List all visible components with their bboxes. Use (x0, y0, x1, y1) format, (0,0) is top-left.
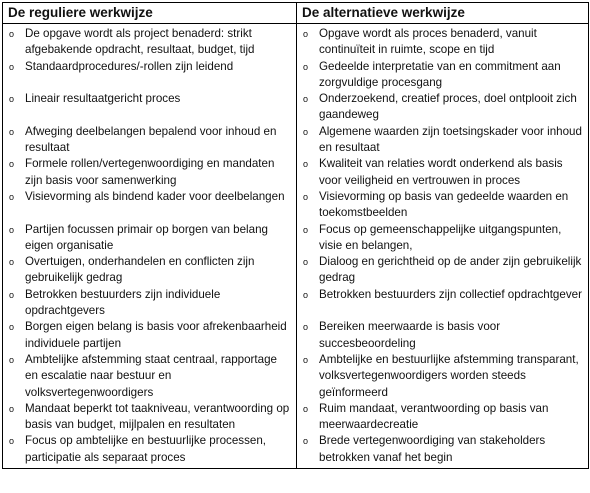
list-item (3, 91, 292, 124)
bullet-icon: o (9, 126, 15, 137)
list-item (297, 401, 584, 434)
list-item (3, 156, 292, 189)
alternative-item-text: Bereiken meerwaarde is basis voor succesbeoordeling (319, 320, 501, 350)
bullet-icon: o (303, 61, 309, 72)
list-item (297, 352, 584, 401)
regular-item-text: Visievorming als bindend kader voor deelbelangen (25, 189, 285, 203)
list-item (3, 254, 292, 287)
bullet-icon: o (303, 322, 309, 333)
bullet-icon: o (9, 289, 15, 300)
alternative-item-text: Dialoog en gerichtheid op de ander zijn gebruikelijk gedrag (319, 255, 582, 285)
bullet-icon: o (9, 94, 15, 105)
list-item (3, 352, 292, 401)
regular-item-text: Ambtelijke afstemming staat centraal, rapportage en escalatie naar bestuur en volksvertegenwoordigers (25, 352, 277, 399)
header-regular: De reguliere werkwijze (3, 3, 297, 24)
alternative-item-text: Brede vertegenwoordiging van stakeholders betrokken vanaf het begin (319, 434, 546, 464)
list-item (297, 59, 584, 92)
bullet-icon: o (303, 403, 309, 414)
regular-item-text: Borgen eigen belang is basis voor afrekenbaarheid individuele partijen (25, 320, 287, 350)
alternative-item-text: Ruim mandaat, verantwoording op basis van meerwaardecreatie (319, 401, 549, 432)
regular-item-text: De opgave wordt als project benaderd: strikt afgebakende opdracht, resultaat, budget, tijd (25, 27, 255, 57)
bullet-icon: o (303, 29, 309, 39)
alternative-list (297, 24, 588, 468)
bullet-icon: o (9, 29, 15, 39)
bullet-icon: o (303, 224, 309, 235)
list-item (297, 124, 584, 157)
alternative-item-text: Gedeelde interpretatie van en commitment aan zorgvuldige procesgang (319, 59, 561, 89)
list-item (297, 26, 584, 59)
regular-item-text: Betrokken bestuurders zijn individuele opdrachtgevers (25, 287, 221, 318)
list-item (3, 59, 292, 92)
list-item (297, 254, 584, 287)
regular-item-text: Overtuigen, onderhandelen en conflicten zijn gebruikelijk gedrag (25, 255, 255, 285)
list-item (3, 433, 292, 466)
regular-column (3, 24, 297, 469)
regular-item-text: Partijen focussen primair op borgen van belang eigen organisatie (25, 222, 268, 252)
bullet-icon: o (9, 257, 15, 268)
bullet-icon: o (9, 224, 15, 235)
regular-item-text: Afweging deelbelangen bepalend voor inhoud en resultaat (25, 124, 277, 155)
bullet-icon: o (9, 191, 15, 202)
bullet-icon: o (303, 126, 309, 137)
bullet-icon: o (303, 257, 309, 268)
alternative-column (297, 24, 589, 469)
list-item (3, 124, 292, 157)
alternative-item-text: Focus op gemeenschappelijke uitgangspunten, visie en belangen, (319, 222, 562, 252)
bullet-icon: o (9, 354, 15, 365)
list-item (297, 156, 584, 189)
list-item (297, 91, 584, 124)
bullet-icon: o (9, 403, 15, 414)
bullet-icon: o (9, 159, 15, 170)
bullet-icon: o (303, 94, 309, 105)
regular-item-text: Focus op ambtelijke en bestuurlijke processen, participatie als separaat proces (25, 434, 267, 464)
regular-item-text: Standaardprocedures/-rollen zijn leidend (25, 59, 234, 73)
list-item (297, 189, 584, 222)
regular-item-text: Lineair resultaatgericht proces (25, 92, 181, 106)
comparison-document (2, 2, 588, 491)
list-item (3, 287, 292, 320)
regular-item-text: Mandaat beperkt tot taakniveau, verantwoording op basis van budget, mijlpalen en resultaten (25, 401, 290, 432)
bullet-icon: o (9, 322, 15, 333)
list-item (297, 287, 584, 320)
list-item (3, 26, 292, 59)
list-item (3, 319, 292, 352)
bullet-icon: o (9, 436, 15, 447)
list-item (297, 222, 584, 255)
bullet-icon: o (303, 354, 309, 365)
regular-list (3, 24, 296, 468)
alternative-item-text: Ambtelijke en bestuurlijke afstemming transparant, volksvertegenwoordigers worden steeds geïnformeerd (319, 352, 579, 399)
header-row (3, 3, 589, 24)
list-item (297, 433, 584, 466)
bullet-icon: o (9, 61, 15, 72)
alternative-item-text: Opgave wordt als proces benaderd, vanuit continuïteit in ruimte, scope en tijd (319, 27, 537, 57)
alternative-item-text: Kwaliteit van relaties wordt onderkend als basis voor veiligheid en vertrouwen in proces (319, 157, 563, 187)
list-item (297, 319, 584, 352)
regular-item-text: Formele rollen/vertegenwoordiging en mandaten zijn basis voor samenwerking (25, 157, 275, 187)
alternative-item-text: Algemene waarden zijn toetsingskader voor inhoud en resultaat (319, 124, 582, 155)
list-item (3, 189, 292, 222)
header-alternative: De alternatieve werkwijze (297, 3, 589, 24)
alternative-item-text: Onderzoekend, creatief proces, doel ontplooit zich gaandeweg (319, 92, 577, 122)
comparison-table (2, 2, 589, 469)
list-item (3, 401, 292, 434)
content-row (3, 24, 589, 469)
bullet-icon: o (303, 191, 309, 202)
bullet-icon: o (303, 159, 309, 170)
bullet-icon: o (303, 289, 309, 300)
alternative-item-text: Visievorming op basis van gedeelde waarden en toekomstbeelden (319, 189, 569, 220)
list-item (3, 222, 292, 255)
alternative-item-text: Betrokken bestuurders zijn collectief opdrachtgever (319, 287, 582, 301)
bullet-icon: o (303, 436, 309, 447)
